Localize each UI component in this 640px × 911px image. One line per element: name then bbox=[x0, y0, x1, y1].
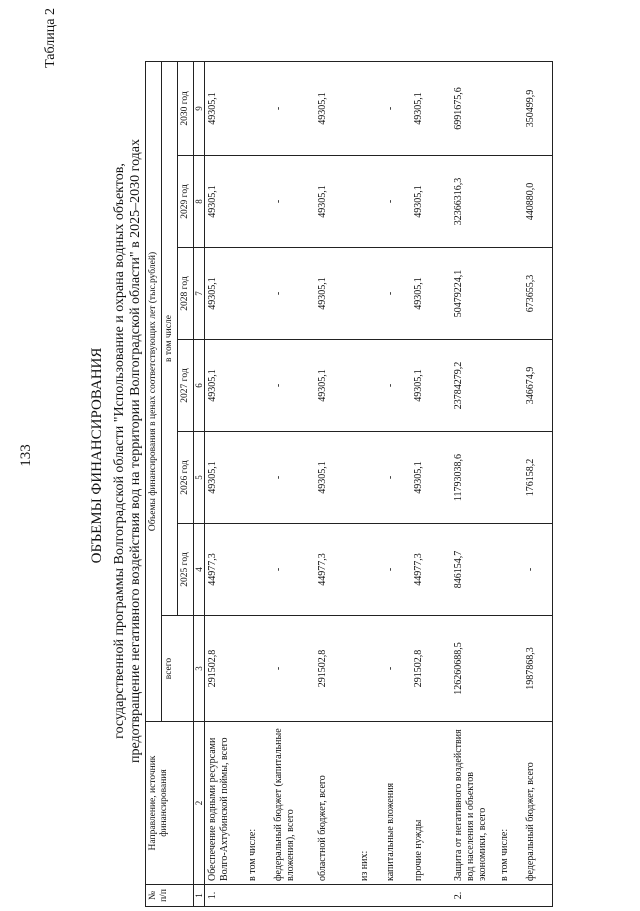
table-row bbox=[383, 61, 411, 906]
row-number bbox=[271, 885, 315, 907]
cell-year-value: - bbox=[383, 432, 411, 524]
cell-year-value: 49305,1 bbox=[411, 432, 451, 524]
cell-year-value bbox=[357, 340, 383, 432]
cell-year-value: 350499,9 bbox=[523, 61, 553, 155]
cell-year-value: 49305,1 bbox=[411, 248, 451, 340]
header-direction: Направление, источник финансирования bbox=[146, 722, 194, 885]
cell-total: 126260688,5 bbox=[451, 616, 497, 722]
cell-year-value: 49305,1 bbox=[205, 61, 245, 155]
cell-total: - bbox=[271, 616, 315, 722]
cell-total bbox=[245, 616, 271, 722]
row-label: федеральный бюджет (капитальные вложения), всего bbox=[271, 722, 315, 885]
cell-year-value bbox=[245, 248, 271, 340]
financing-table bbox=[145, 61, 553, 907]
cell-year-value: - bbox=[271, 432, 315, 524]
cell-year-value bbox=[245, 61, 271, 155]
row-label: федеральный бюджет, всего bbox=[523, 722, 553, 885]
cell-year-value: - bbox=[383, 524, 411, 616]
column-number: 9 bbox=[194, 61, 205, 155]
column-number: 8 bbox=[194, 156, 205, 248]
cell-year-value bbox=[497, 248, 523, 340]
header-including: в том числе bbox=[162, 61, 178, 615]
cell-year-value: 176158,2 bbox=[523, 432, 553, 524]
cell-year-value: 49305,1 bbox=[411, 340, 451, 432]
row-number: 2. bbox=[451, 885, 497, 907]
row-number bbox=[383, 885, 411, 907]
cell-total bbox=[357, 616, 383, 722]
cell-year-value: - bbox=[383, 156, 411, 248]
row-label: Обеспечение водными ресурсами Волго-Ахтубинской поймы, всего bbox=[205, 722, 245, 885]
cell-year-value: 49305,1 bbox=[315, 248, 357, 340]
column-number: 7 bbox=[194, 248, 205, 340]
cell-year-value bbox=[357, 432, 383, 524]
row-label: Защита от негативного воздействия вод населения и объектов экономики, всего bbox=[451, 722, 497, 885]
row-number bbox=[315, 885, 357, 907]
subtitle-line: предотвращение негативного воздействия вод на территории Волгоградской области" в 2025–2030 годах bbox=[128, 138, 143, 764]
cell-year-value: 50479224,1 bbox=[451, 248, 497, 340]
cell-year-value: - bbox=[271, 248, 315, 340]
table-row bbox=[245, 61, 271, 906]
row-number bbox=[523, 885, 553, 907]
table-row bbox=[497, 61, 523, 906]
cell-year-value bbox=[357, 524, 383, 616]
cell-year-value: 440880,0 bbox=[523, 156, 553, 248]
row-label: прочие нужды bbox=[411, 722, 451, 885]
cell-year-value: 49305,1 bbox=[205, 432, 245, 524]
column-number: 2 bbox=[194, 722, 205, 885]
cell-year-value bbox=[357, 156, 383, 248]
document-subtitle bbox=[112, 101, 144, 801]
cell-year-value: 49305,1 bbox=[205, 248, 245, 340]
cell-year-value: 6991675,6 bbox=[451, 61, 497, 155]
table-row bbox=[205, 61, 245, 906]
column-number: 1 bbox=[194, 885, 205, 907]
cell-year-value: - bbox=[271, 156, 315, 248]
cell-year-value: 44977,3 bbox=[205, 524, 245, 616]
cell-year-value: 49305,1 bbox=[411, 61, 451, 155]
cell-year-value: 846154,7 bbox=[451, 524, 497, 616]
cell-year-value bbox=[497, 61, 523, 155]
cell-total bbox=[497, 616, 523, 722]
header-year: 2029 год bbox=[178, 156, 194, 248]
header-year: 2028 год bbox=[178, 248, 194, 340]
row-label: из них: bbox=[357, 722, 383, 885]
cell-year-value: - bbox=[383, 340, 411, 432]
row-label: областной бюджет, всего bbox=[315, 722, 357, 885]
cell-year-value: 11793038,6 bbox=[451, 432, 497, 524]
row-number bbox=[497, 885, 523, 907]
column-number: 4 bbox=[194, 524, 205, 616]
row-number: 1. bbox=[205, 885, 245, 907]
cell-year-value: 49305,1 bbox=[315, 340, 357, 432]
column-number: 3 bbox=[194, 616, 205, 722]
cell-total: 291502,8 bbox=[411, 616, 451, 722]
header-year: 2025 год bbox=[178, 524, 194, 616]
cell-year-value: - bbox=[383, 248, 411, 340]
cell-year-value: 49305,1 bbox=[205, 156, 245, 248]
cell-year-value: 49305,1 bbox=[315, 156, 357, 248]
cell-year-value bbox=[497, 524, 523, 616]
page-number: 133 bbox=[18, 444, 34, 467]
cell-year-value bbox=[497, 432, 523, 524]
column-number-row bbox=[194, 61, 205, 906]
cell-total: 1987868,3 bbox=[523, 616, 553, 722]
row-label: в том числе: bbox=[245, 722, 271, 885]
header-total: всего bbox=[162, 616, 194, 722]
row-number bbox=[411, 885, 451, 907]
cell-year-value: 346674,9 bbox=[523, 340, 553, 432]
cell-year-value bbox=[357, 61, 383, 155]
row-number bbox=[245, 885, 271, 907]
cell-year-value: 49305,1 bbox=[205, 340, 245, 432]
cell-year-value: - bbox=[271, 524, 315, 616]
cell-total: 291502,8 bbox=[315, 616, 357, 722]
header-volumes: Объемы финансирования в ценах соответствующих лет (тыс.рублей) bbox=[146, 61, 162, 721]
cell-year-value: - bbox=[271, 61, 315, 155]
table-row bbox=[271, 61, 315, 906]
table-label: Таблица 2 bbox=[43, 8, 58, 68]
cell-total: 291502,8 bbox=[205, 616, 245, 722]
table-row bbox=[451, 61, 497, 906]
cell-year-value bbox=[245, 524, 271, 616]
cell-year-value bbox=[245, 156, 271, 248]
column-number: 5 bbox=[194, 432, 205, 524]
table-row bbox=[411, 61, 451, 906]
cell-year-value bbox=[245, 432, 271, 524]
cell-year-value bbox=[245, 340, 271, 432]
cell-year-value: 44977,3 bbox=[315, 524, 357, 616]
cell-year-value bbox=[357, 248, 383, 340]
subtitle-line: государственной программы Волгоградской области "Использование и охрана водных объектов, bbox=[112, 163, 127, 739]
table-row bbox=[315, 61, 357, 906]
header-year: 2026 год bbox=[178, 432, 194, 524]
document-title: ОБЪЕМЫ ФИНАНСИРОВАНИЯ bbox=[89, 347, 105, 564]
cell-year-value: 49305,1 bbox=[411, 156, 451, 248]
table-row bbox=[523, 61, 553, 906]
cell-year-value: 673655,3 bbox=[523, 248, 553, 340]
header-year: 2030 год bbox=[178, 61, 194, 155]
row-label: капитальные вложения bbox=[383, 722, 411, 885]
cell-year-value: 32366316,3 bbox=[451, 156, 497, 248]
header-year: 2027 год bbox=[178, 340, 194, 432]
header-num: № п/п bbox=[146, 885, 194, 907]
cell-total: - bbox=[383, 616, 411, 722]
cell-year-value bbox=[497, 156, 523, 248]
column-number: 6 bbox=[194, 340, 205, 432]
cell-year-value: - bbox=[383, 61, 411, 155]
table-row bbox=[357, 61, 383, 906]
cell-year-value: - bbox=[523, 524, 553, 616]
cell-year-value: 49305,1 bbox=[315, 432, 357, 524]
cell-year-value: - bbox=[271, 340, 315, 432]
cell-year-value: 49305,1 bbox=[315, 61, 357, 155]
row-label: в том числе: bbox=[497, 722, 523, 885]
cell-year-value: 23784279,2 bbox=[451, 340, 497, 432]
row-number bbox=[357, 885, 383, 907]
cell-year-value bbox=[497, 340, 523, 432]
cell-year-value: 44977,3 bbox=[411, 524, 451, 616]
